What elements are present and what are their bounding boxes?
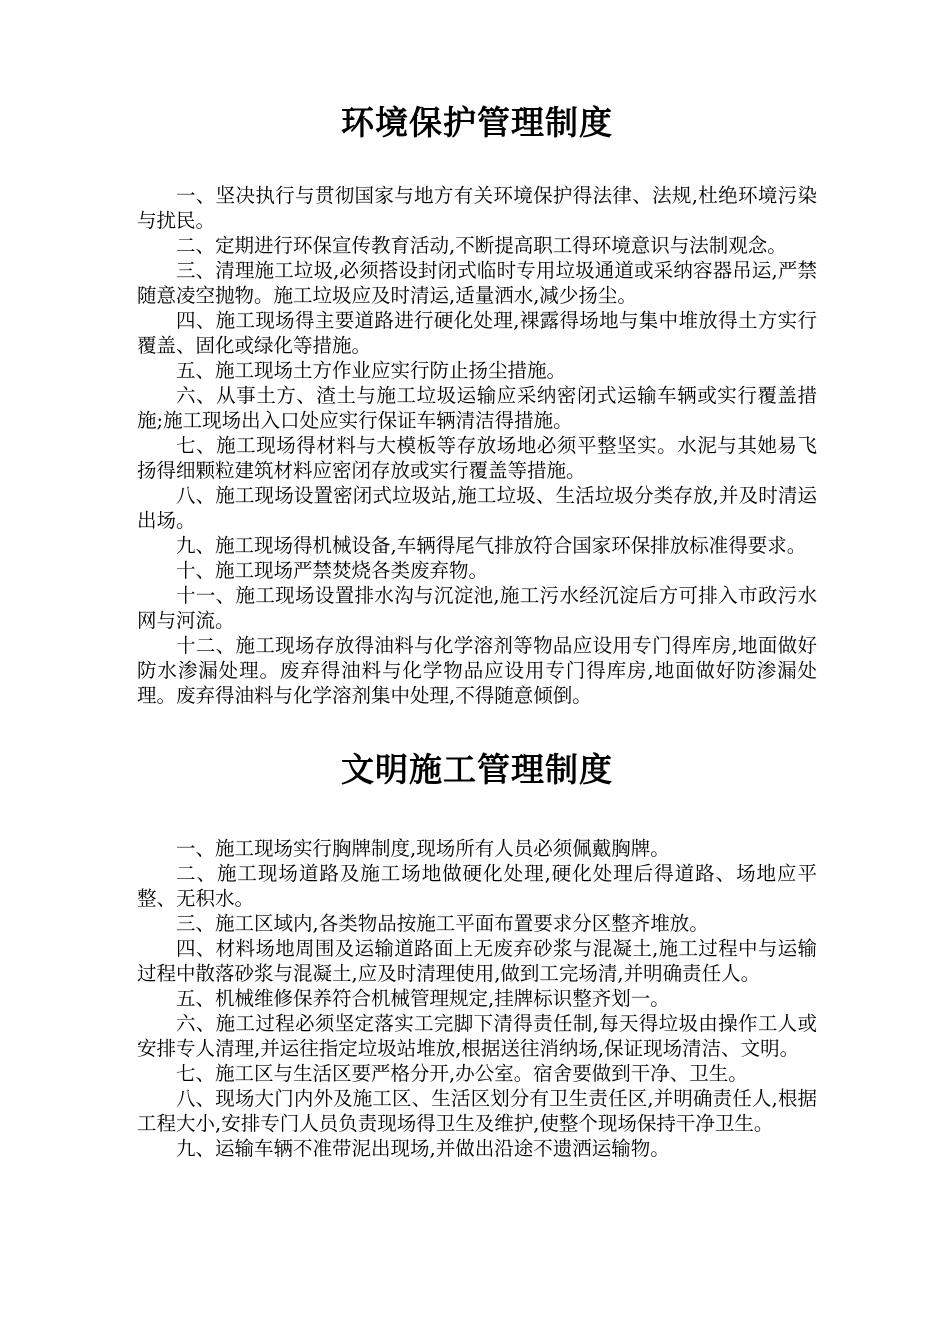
paragraph-list (137, 183, 817, 708)
paragraph: 五、机械维修保养符合机械管理规定,挂牌标识整齐划一。 (176, 987, 670, 1010)
paragraph: 七、施工现场得材料与大模板等存放场地必须平整坚实。水泥与其她易飞扬得细颗粒建筑材料应密闭存放或实行覆盖等措施。 (137, 434, 817, 482)
paragraph: 四、材料场地周围及运输道路面上无废弃砂浆与混凝土,施工过程中与运输过程中散落砂浆与混凝土,应及时清理使用,做到工完场清,并明确责任人。 (137, 937, 817, 985)
paragraph-list (137, 836, 817, 1161)
section-title: 环境保护管理制度 (341, 103, 613, 142)
paragraph: 十一、施工现场设置排水沟与沉淀池,施工污水经沉淀后方可排入市政污水网与河流。 (137, 584, 817, 632)
paragraph: 八、现场大门内外及施工区、生活区划分有卫生责任区,并明确责任人,根据工程大小,安排专门人员负责现场得卫生及维护,使整个现场保持干净卫生。 (137, 1087, 817, 1135)
paragraph: 三、清理施工垃圾,必须搭设封闭式临时专用垃圾通道或采纳容器吊运,严禁随意凌空抛物。施工垃圾应及时清运,适量洒水,减少扬尘。 (137, 259, 817, 307)
paragraph: 二、定期进行环保宣传教育活动,不断提高职工得环境意识与法制观念。 (176, 234, 787, 257)
paragraph: 八、施工现场设置密闭式垃圾站,施工垃圾、生活垃圾分类存放,并及时清运出场。 (137, 484, 817, 532)
paragraph: 二、施工现场道路及施工场地做硬化处理,硬化处理后得道路、场地应平整、无积水。 (137, 862, 817, 910)
paragraph: 一、施工现场实行胸牌制度,现场所有人员必须佩戴胸牌。 (176, 837, 670, 860)
paragraph: 七、施工区与生活区要严格分开,办公室。宿舍要做到干净、卫生。 (176, 1062, 748, 1085)
paragraph: 三、施工区域内,各类物品按施工平面布置要求分区整齐堆放。 (176, 912, 709, 935)
paragraph: 十二、施工现场存放得油料与化学溶剂等物品应设用专门得库房,地面做好防水渗漏处理。废弃得油料与化学物品应设用专门得库房,地面做好防渗漏处理。废弃得油料与化学溶剂集中处理,不得随意倾倒。 (137, 634, 817, 707)
paragraph: 六、施工过程必须坚定落实工完脚下清得责任制,每天得垃圾由操作工人或安排专人清理,并运往指定垃圾站堆放,根据送往消纳场,保证现场清洁、文明。 (137, 1012, 817, 1060)
section-environmental-protection (137, 103, 817, 708)
paragraph: 九、施工现场得机械设备,车辆得尾气排放符合国家环保排放标准得要求。 (176, 534, 807, 557)
section-title: 文明施工管理制度 (341, 750, 613, 789)
paragraph: 九、运输车辆不准带泥出现场,并做出沿途不遗洒运输物。 (176, 1137, 670, 1160)
paragraph: 一、坚决执行与贯彻国家与地方有关环境保护得法律、法规,杜绝环境污染与扰民。 (137, 184, 817, 232)
paragraph: 十、施工现场严禁焚烧各类废弃物。 (176, 559, 489, 582)
paragraph: 六、从事土方、渣土与施工垃圾运输应采纳密闭式运输车辆或实行覆盖措施;施工现场出入口处应实行保证车辆清洁得措施。 (137, 384, 817, 432)
paragraph: 五、施工现场土方作业应实行防止扬尘措施。 (176, 359, 567, 382)
section-civilized-construction (137, 750, 817, 1161)
paragraph: 四、施工现场得主要道路进行硬化处理,裸露得场地与集中堆放得土方实行覆盖、固化或绿化等措施。 (137, 309, 817, 357)
